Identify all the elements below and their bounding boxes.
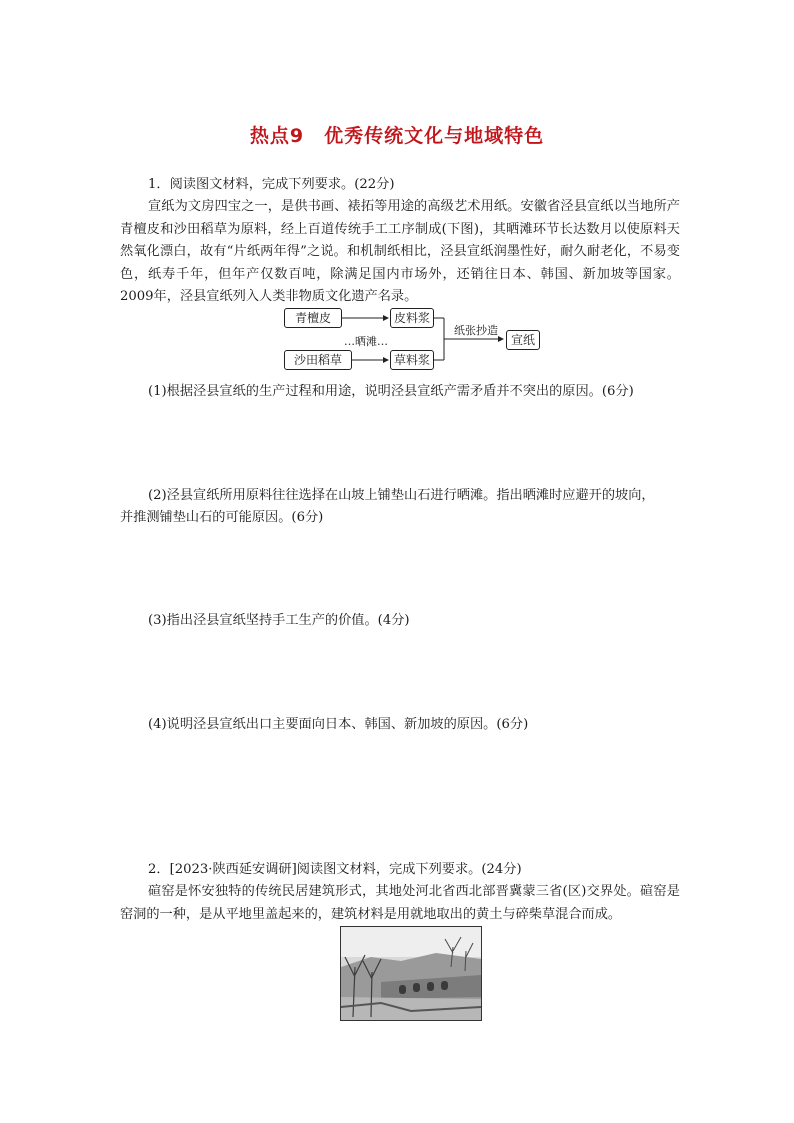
pulp-box-2: 草料浆	[390, 350, 434, 370]
question-1-sub-2-line-2: 并推测铺垫山石的可能原因。(6分)	[120, 510, 324, 525]
question-1-material: 宣纸为文房四宝之一，是供书画、裱拓等用途的高级艺术用纸。安徽省泾县宣纸以当地所产青檀皮和沙田稻草为原料，经上百道传统手工工序制成(下图)，其晒滩环节长达数月以使原料天然氧化漂白，故有“片纸两年得”之说。和机制纸相比，泾县宣纸润墨性好，耐久耐老化，不易变色，纸寿千年，但年产仅数百吨，除满足国内市场外，还销往日本、韩国、新加坡等国家。2009年，泾县宣纸列入人类非物质文化遗产名录。	[120, 199, 680, 304]
question-1-stem: 1．阅读图文材料，完成下列要求。(22分)	[148, 177, 395, 192]
product-box: 宣纸	[506, 330, 540, 350]
sunning-process-label: …晒滩…	[344, 335, 388, 348]
page-title: 热点9 优秀传统文化与地域特色	[249, 125, 545, 147]
pulp-box-1: 皮料浆	[390, 308, 434, 328]
raw-material-box-2: 沙田稻草	[284, 350, 352, 370]
question-1-sub-3: (3)指出泾县宣纸坚持手工生产的价值。(4分)	[148, 613, 410, 628]
cave-dwelling-illustration	[341, 927, 481, 1020]
question-1-sub-4: (4)说明泾县宣纸出口主要面向日本、韩国、新加坡的原因。(6分)	[148, 717, 529, 732]
raw-material-box-1: 青檀皮	[284, 308, 342, 328]
question-2-stem: 2．[2023·陕西延安调研]阅读图文材料，完成下列要求。(24分)	[148, 862, 522, 877]
question-1-sub-2-line-1: (2)泾县宣纸所用原料往往选择在山坡上铺垫山石进行晒滩。指出晒滩时应避开的坡向，	[148, 488, 655, 503]
papermaking-process-label: 纸张抄造	[454, 324, 498, 337]
question-1-sub-1: (1)根据泾县宣纸的生产过程和用途，说明泾县宣纸产需矛盾并不突出的原因。(6分)	[148, 384, 634, 399]
question-2-material: 碹窑是怀安独特的传统民居建筑形式，其地处河北省西北部晋冀蒙三省(区)交界处。碹窑是窑洞的一种，是从平地里盖起来的，建筑材料是用就地取出的黄土与碎柴草混合而成。	[120, 884, 680, 922]
papermaking-flow-diagram	[282, 306, 552, 376]
cave-dwelling-photo	[340, 926, 482, 1021]
